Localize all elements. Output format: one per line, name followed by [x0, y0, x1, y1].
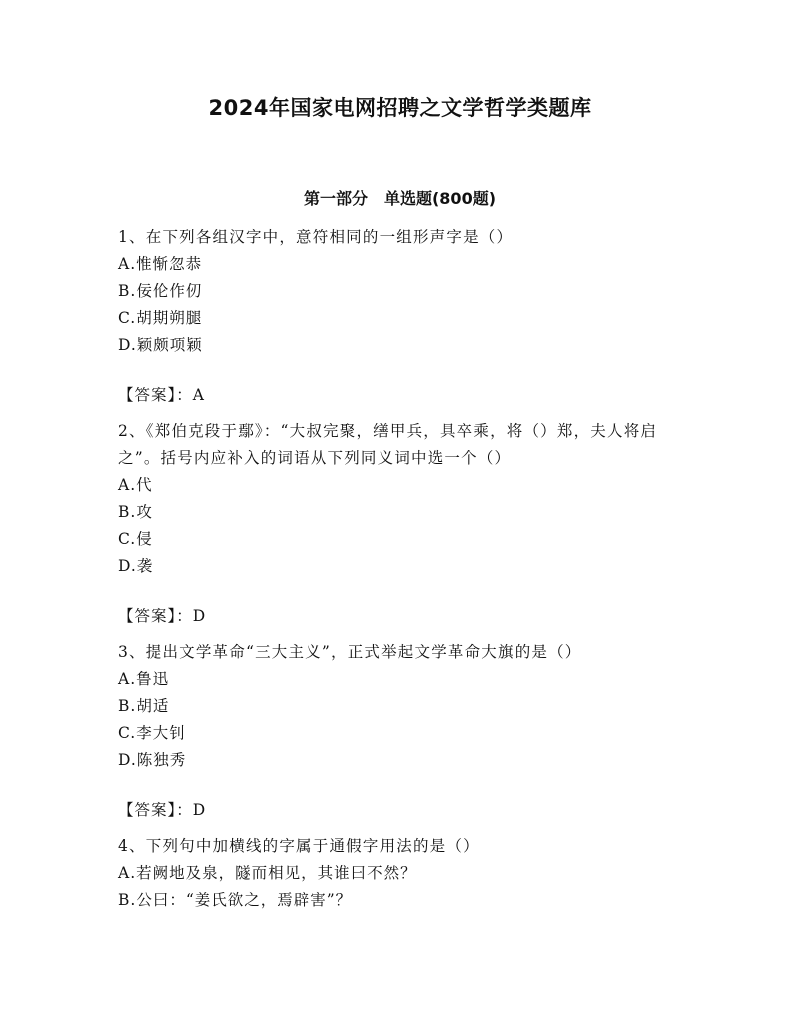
- option-a: A.代: [118, 476, 153, 494]
- question-stem: 1、在下列各组汉字中，意符相同的一组形声字是（）: [118, 228, 514, 246]
- option-b: B.胡适: [118, 697, 170, 715]
- option-a: A.惟惭忽恭: [118, 255, 203, 273]
- answer-line: 【答案】：D: [118, 801, 207, 819]
- question-stem: 4、下列句中加横线的字属于通假字用法的是（）: [118, 837, 480, 855]
- question-4: [118, 833, 684, 914]
- question-3: [118, 639, 684, 824]
- document-title: 2024年国家电网招聘之文学哲学类题库: [208, 96, 592, 120]
- option-c: C.胡期朔腿: [118, 309, 203, 327]
- option-c: C.李大钊: [118, 724, 186, 742]
- question-stem: 3、提出文学革命“三大主义”，正式举起文学革命大旗的是（）: [118, 643, 582, 661]
- question-1: [118, 224, 684, 409]
- option-b: B.攻: [118, 503, 153, 521]
- option-a: A.鲁迅: [118, 670, 170, 688]
- option-b: B.公曰：“姜氏欲之，焉辟害”？: [118, 891, 353, 909]
- answer-line: 【答案】：D: [118, 607, 207, 625]
- option-a: A.若阙地及泉，隧而相见，其谁曰不然？: [118, 864, 417, 882]
- section-part: 第一部分: [303, 189, 368, 208]
- answer-line: 【答案】：A: [118, 386, 205, 404]
- option-d: D.颖颇项颖: [118, 336, 203, 354]
- option-c: C.侵: [118, 530, 153, 548]
- option-d: D.袭: [118, 557, 154, 575]
- question-list: [118, 224, 684, 914]
- section-heading: [0, 186, 800, 209]
- option-d: D.陈独秀: [118, 751, 187, 769]
- question-2: [118, 418, 684, 630]
- section-name: 单选题(800题): [383, 189, 497, 208]
- option-b: B.佞伦作仞: [118, 282, 203, 300]
- question-stem: 2、《郑伯克段于鄢》：“大叔完聚，缮甲兵，具卒乘，将（）郑，夫人将启之”。括号内应补入的词语从下列同义词中选一个（）: [118, 422, 658, 467]
